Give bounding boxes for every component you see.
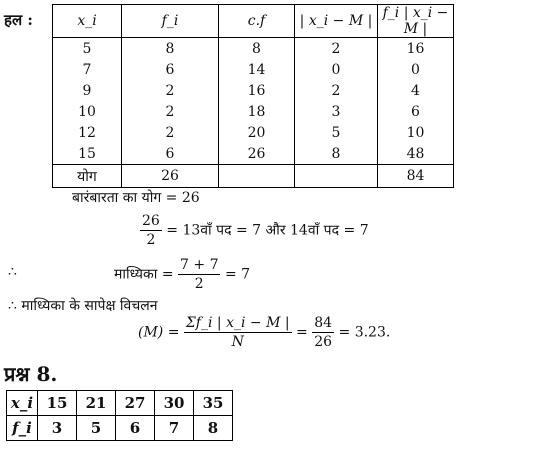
- table-cell: 12: [53, 122, 122, 143]
- table-header-row: [53, 5, 454, 38]
- table-row: [53, 143, 454, 165]
- total-cell: [295, 165, 378, 188]
- question-table: [6, 390, 233, 441]
- question-f-value: 3: [38, 416, 77, 441]
- table-cell: 14: [219, 59, 295, 80]
- solution-label: हल :: [4, 11, 33, 29]
- table-cell: 7: [53, 59, 122, 80]
- table-cell: 10: [53, 101, 122, 122]
- question-f-value: 7: [155, 416, 194, 441]
- table-total-row: [53, 165, 454, 188]
- table-cell: 6: [378, 101, 454, 122]
- table-cell: 0: [378, 59, 454, 80]
- question-x-value: 27: [116, 391, 155, 416]
- formula-fraction-2: [312, 314, 334, 351]
- fraction-numerator: 7 + 7: [180, 257, 219, 273]
- table-row: [53, 80, 454, 101]
- table-cell: 3: [295, 101, 378, 122]
- question-x-value: 21: [77, 391, 116, 416]
- question-label: प्रश्न 8.: [4, 362, 58, 386]
- table-cell: 26: [219, 143, 295, 165]
- table-cell: 2: [295, 38, 378, 60]
- table-cell: 2: [122, 101, 219, 122]
- formula-lhs: (M) =: [138, 324, 180, 341]
- fraction-numerator: 26: [142, 213, 160, 229]
- table-cell: 6: [122, 143, 219, 165]
- question-x-value: 30: [155, 391, 194, 416]
- table-cell: 8: [122, 38, 219, 60]
- total-cell: [219, 165, 295, 188]
- therefore-symbol: ∴: [8, 264, 17, 280]
- header-cf: c.f: [219, 5, 295, 38]
- median-position-fraction: [140, 212, 162, 249]
- table-cell: 48: [378, 143, 454, 165]
- question-x-value: 35: [194, 391, 233, 416]
- question-x-row: [7, 391, 233, 416]
- table-cell: 16: [219, 80, 295, 101]
- median-position-line: [140, 212, 369, 249]
- table-cell: 18: [219, 101, 295, 122]
- table-cell: 8: [219, 38, 295, 60]
- question-f-value: 8: [194, 416, 233, 441]
- table-cell: 5: [295, 122, 378, 143]
- table-cell: 15: [53, 143, 122, 165]
- table-cell: 5: [53, 38, 122, 60]
- table-cell: 9: [53, 80, 122, 101]
- question-f-row: [7, 416, 233, 441]
- question-f-value: 5: [77, 416, 116, 441]
- fraction-denominator: 2: [146, 232, 156, 248]
- header-abs-dev: | x_i − M |: [295, 5, 378, 38]
- question-f-label: f_i: [7, 416, 38, 441]
- question-x-label: x_i: [7, 391, 38, 416]
- median-result: = 7: [224, 266, 251, 283]
- frequency-sum-line: बारंबारता का योग = 26: [72, 190, 200, 206]
- fraction-numerator: 84: [314, 315, 333, 331]
- table-cell: 20: [219, 122, 295, 143]
- question-f-value: 6: [116, 416, 155, 441]
- fraction-denominator: 2: [194, 276, 204, 292]
- median-position-text: = 13वाँ पद = 7 और 14वाँ पद = 7: [166, 222, 369, 239]
- question-x-value: 15: [38, 391, 77, 416]
- table-cell: 6: [122, 59, 219, 80]
- header-fi-abs-dev: f_i | x_i − M |: [378, 5, 454, 38]
- table-cell: 16: [378, 38, 454, 60]
- table-cell: 2: [122, 80, 219, 101]
- fraction-denominator: N: [231, 334, 244, 350]
- header-xi: x_i: [53, 5, 122, 38]
- mean-deviation-heading: ∴ माध्यिका के सापेक्ष विचलन: [8, 298, 158, 314]
- table-cell: 0: [295, 59, 378, 80]
- table-row: [53, 59, 454, 80]
- formula-equals: =: [296, 324, 308, 341]
- mean-deviation-formula: [138, 314, 390, 351]
- fraction-numerator: Σf_i | x_i − M |: [185, 315, 290, 331]
- table-cell: 2: [122, 122, 219, 143]
- table-cell: 8: [295, 143, 378, 165]
- table-row: [53, 38, 454, 60]
- table-row: [53, 122, 454, 143]
- table-cell: 4: [378, 80, 454, 101]
- total-cell: 26: [122, 165, 219, 188]
- total-cell: योग: [53, 165, 122, 188]
- median-line: [114, 256, 250, 293]
- median-label: माध्यिका =: [114, 266, 174, 283]
- formula-result: = 3.23.: [338, 324, 391, 341]
- table-row: [53, 101, 454, 122]
- fraction-denominator: 26: [314, 334, 333, 350]
- formula-fraction-1: [184, 314, 292, 351]
- table-cell: 2: [295, 80, 378, 101]
- header-fi: f_i: [122, 5, 219, 38]
- frequency-table: [52, 4, 454, 188]
- median-fraction: [178, 256, 220, 293]
- table-cell: 10: [378, 122, 454, 143]
- total-cell: 84: [378, 165, 454, 188]
